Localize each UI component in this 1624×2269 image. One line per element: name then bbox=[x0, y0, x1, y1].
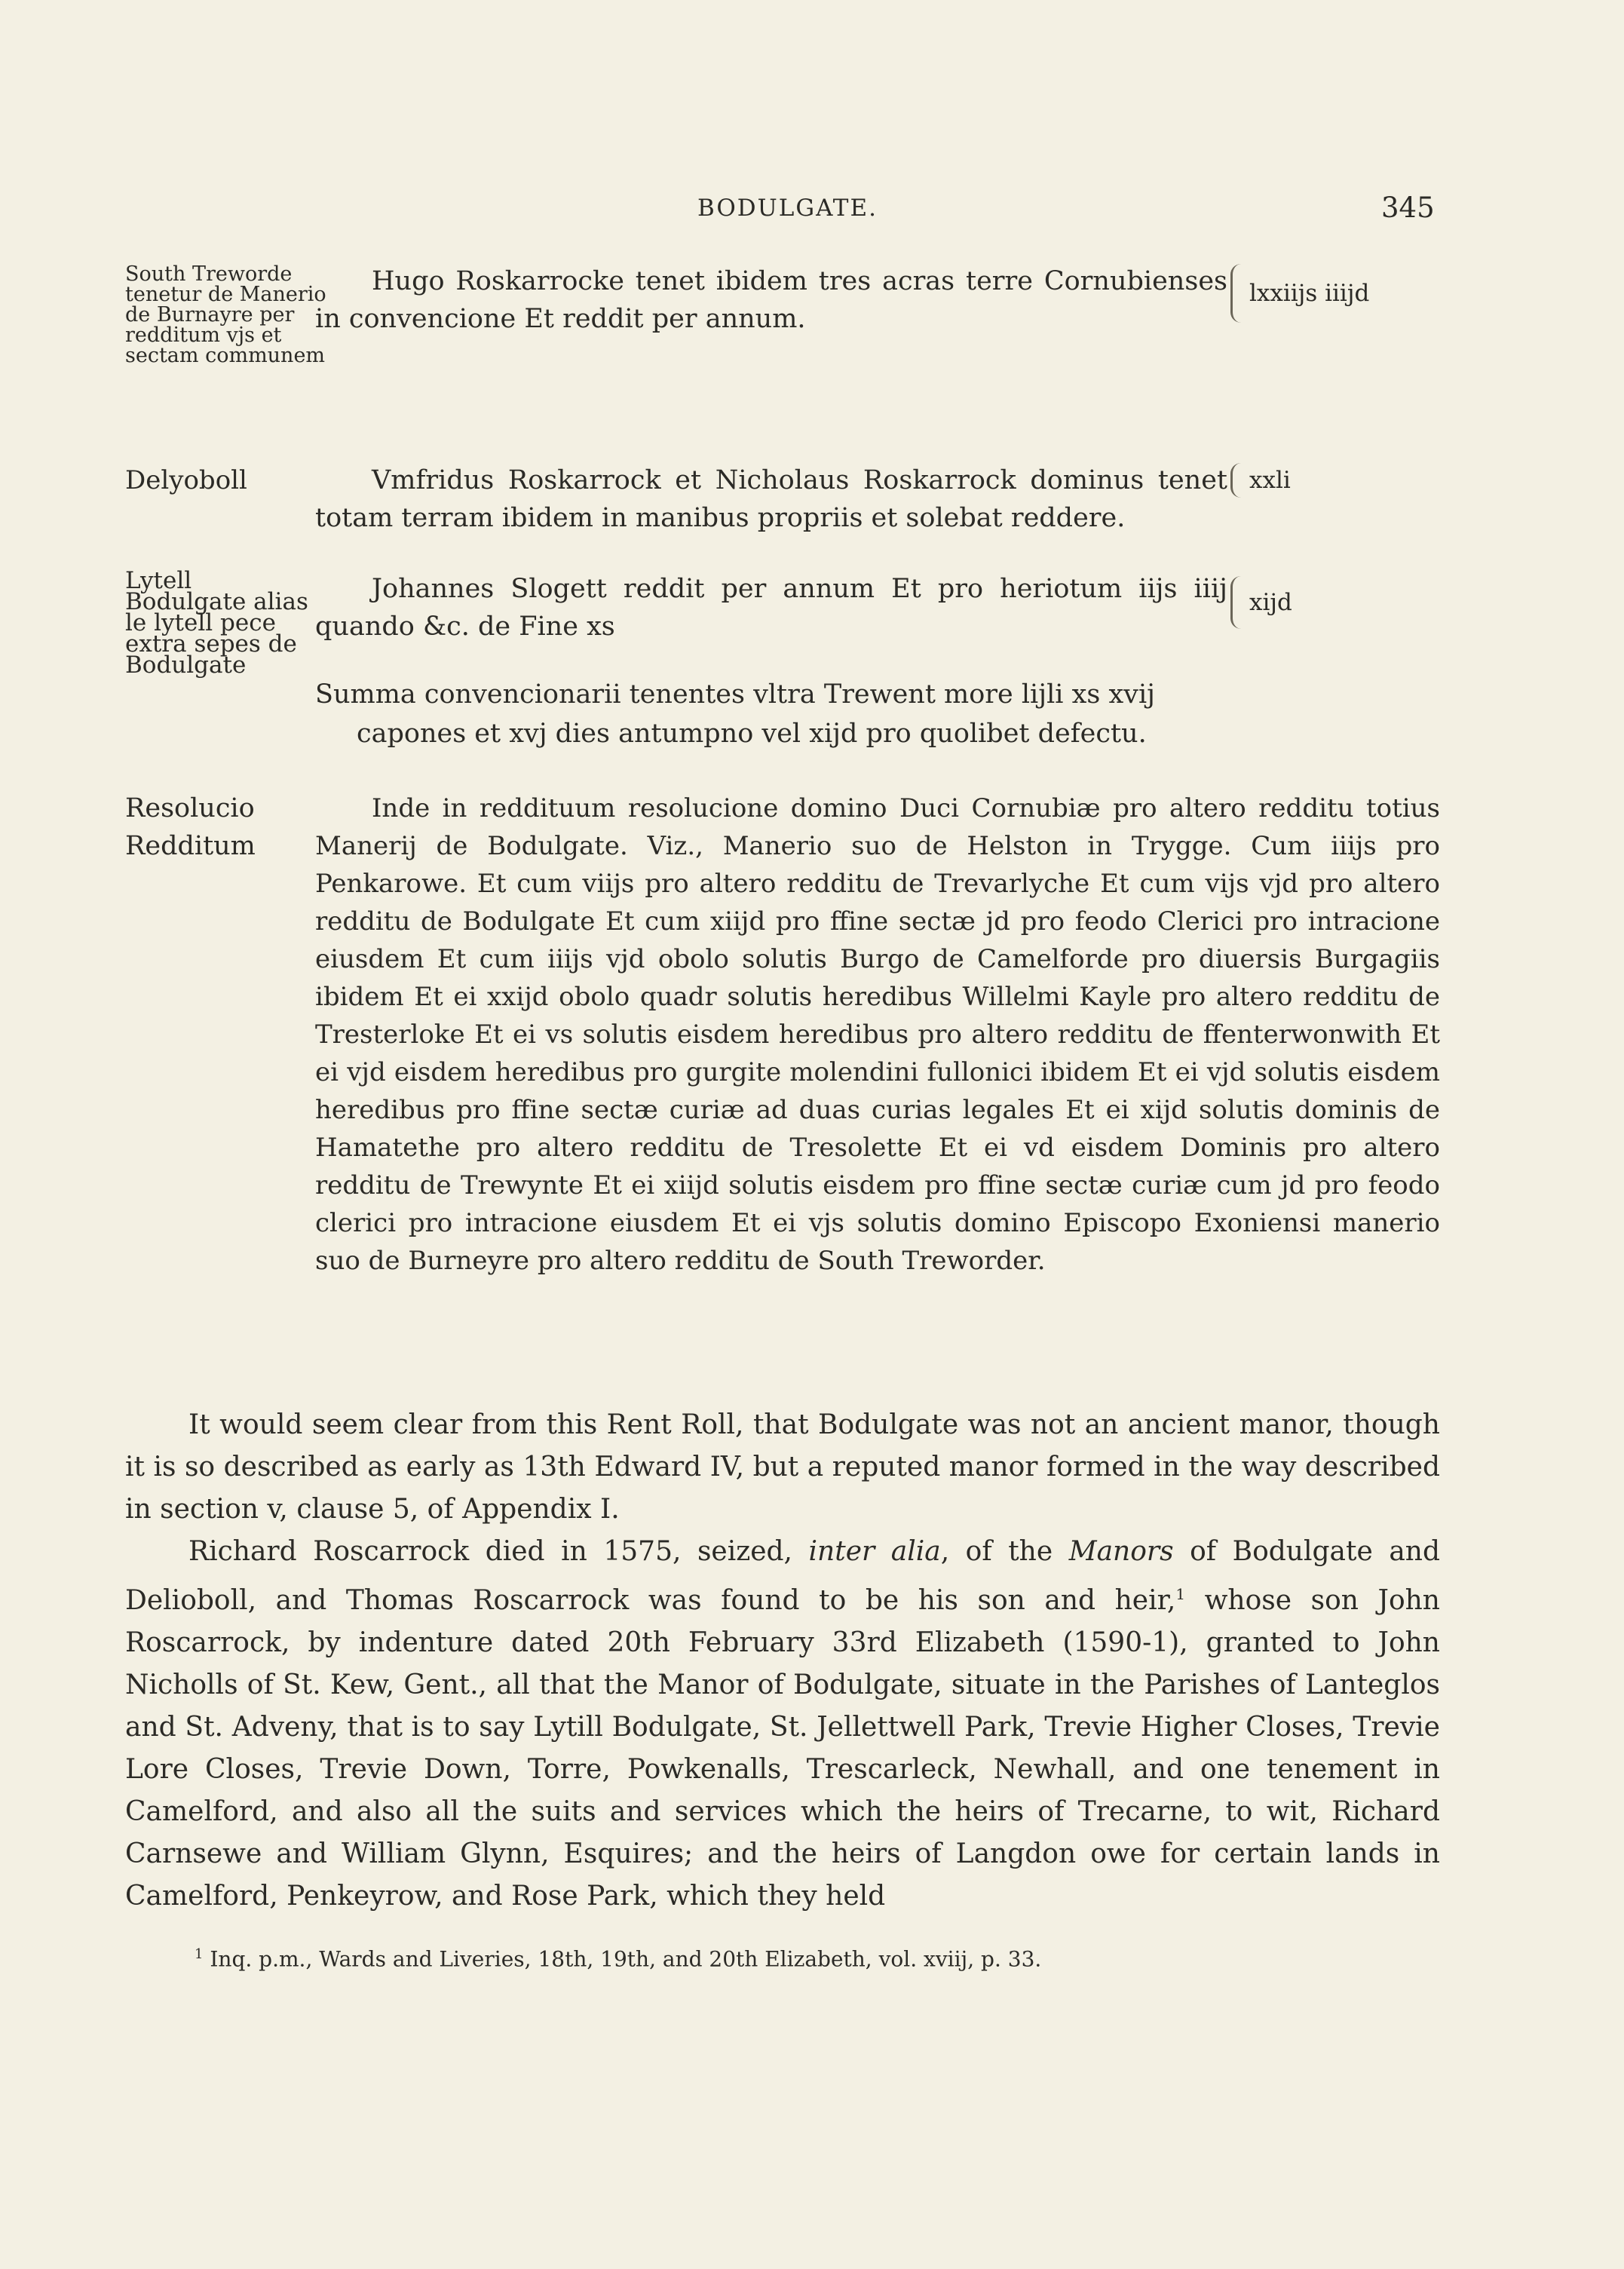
narrative-paragraph-2 bbox=[125, 1531, 1440, 1918]
p2-end: whose son John Roscarrock, by indenture dated 20th February 33rd Elizabeth (1590-1), granted to John Nicholls of St. Kew, Gent., all that the Manor of Bodulgate, situate in the Parishes of Lanteglos and St. Adveny, that is to say Lytill Bodulgate, St. Jellettwell Park, Trevie Higher Closes, Trevie Lore Closes, Trevie Down, Torre, Powkenalls, Trescarleck, Newhall, and one tenement in Camelford, and also all the suits and services which the heirs of Trecarne, to wit, Richard Carnsewe and William Glynn, Esquires; and the heirs of Langdon owe for certain lands in Camelford, Penkeyrow, and Rose Park, which they held bbox=[125, 1585, 1440, 1912]
redditum-label: Redditum bbox=[125, 831, 256, 861]
p2-italic-inter-alia: inter alia bbox=[808, 1536, 941, 1567]
footnote-reference[interactable]: 1 bbox=[1175, 1585, 1186, 1603]
p2-start: Richard Roscarrock died in 1575, seized, bbox=[188, 1536, 809, 1567]
margin-note: Lytell Bodulgate alias le lytell pece extra sepes de Bodulgate bbox=[125, 567, 308, 679]
entry-amount: xijd bbox=[1230, 576, 1292, 629]
running-title: BODULGATE. bbox=[697, 195, 878, 222]
narrative-body bbox=[125, 1404, 1440, 1918]
margin-note: Delyoboll bbox=[125, 465, 247, 495]
summa-paragraph bbox=[315, 675, 1227, 753]
p2-mid-2: of Bodulgate and Delioboll, and Thomas Roscarrock was found to be his son and heir, bbox=[125, 1536, 1441, 1616]
p2-italic-manors: Manors bbox=[1068, 1536, 1174, 1567]
summa-line-1: Summa convencionarii tenentes vltra Trewent more lijli xs xvij bbox=[315, 679, 1156, 710]
summa-line-2: capones et xvj dies antumpno vel xijd pro quolibet defectu. bbox=[357, 719, 1147, 749]
narrative-paragraph-1: It would seem clear from this Rent Roll, that Bodulgate was not an ancient manor, though it is so described as early as 13th Edward IV, but a reputed manor formed in the way described in section v, clause 5, of Appendix I. bbox=[125, 1409, 1440, 1525]
footnote bbox=[195, 1939, 1439, 1974]
resolucio-text: Inde in reddituum resolucione domino Duci Cornubiæ pro altero redditu totius Manerij de Bodulgate. Viz., Manerio suo de Helston in Trygge. Cum iiijs pro Penkarowe. Et cum viijs pro altero redditu de Trevarlyche Et cum vijs vjd pro altero redditu de Bodulgate Et cum xiijd pro ffine sectæ jd pro feodo Clerici pro intracione eiusdem Et cum iiijs vjd obolo solutis Burgo de Camelforde pro diuersis Burgagiis ibidem Et ei xxijd obolo quadr solutis heredibus Willelmi Kayle pro altero redditu de Tresterloke Et ei vs solutis eisdem heredibus pro altero redditu de ffenterwonwith Et ei vjd eisdem heredibus pro gurgite molendini fullonici ibidem Et ei vjd solutis eisdem heredibus pro ffine sectæ curiæ ad duas curias legales Et ei xijd solutis dominis de Hamatethe pro altero redditu de Tresolette Et ei vd eisdem Dominis pro altero redditu de Trewynte Et ei xiijd solutis eisdem pro ffine sectæ curiæ cum jd pro feodo clerici pro intracione eiusdem Et ei vjs solutis domino Episcopo Exoniensi manerio suo de Burneyre pro altero redditu de South Treworder. bbox=[315, 793, 1440, 1276]
entry-text: Vmfridus Roskarrock et Nicholaus Roskarrock dominus tenet totam terram ibidem in manibus propriis et solebat reddere. bbox=[315, 465, 1227, 533]
entry-text: Hugo Roskarrocke tenet ibidem tres acras terre Cornubienses in convencione Et reddit per annum. bbox=[315, 266, 1227, 334]
entry-amount: xxli bbox=[1230, 463, 1291, 498]
footnote-marker: 1 bbox=[195, 1946, 204, 1962]
page-number: 345 bbox=[1381, 192, 1435, 224]
entry-amount: lxxiijs iiijd bbox=[1230, 264, 1369, 323]
margin-note: South Treworde tenetur de Manerio de Burnayre per redditum vjs et sectam communem bbox=[125, 262, 326, 367]
page-header bbox=[0, 192, 1624, 225]
entry-text: Johannes Slogett reddit per annum Et pro heriotum iijs iiij quando &c. de Fine xs bbox=[315, 574, 1227, 642]
resolucio-label: Resolucio bbox=[125, 793, 255, 823]
resolucio-margin bbox=[125, 790, 256, 865]
footnote-text: Inq. p.m., Wards and Liveries, 18th, 19th, and 20th Elizabeth, vol. xviij, p. 33. bbox=[210, 1946, 1042, 1972]
p2-mid-1: , of the bbox=[940, 1536, 1069, 1567]
